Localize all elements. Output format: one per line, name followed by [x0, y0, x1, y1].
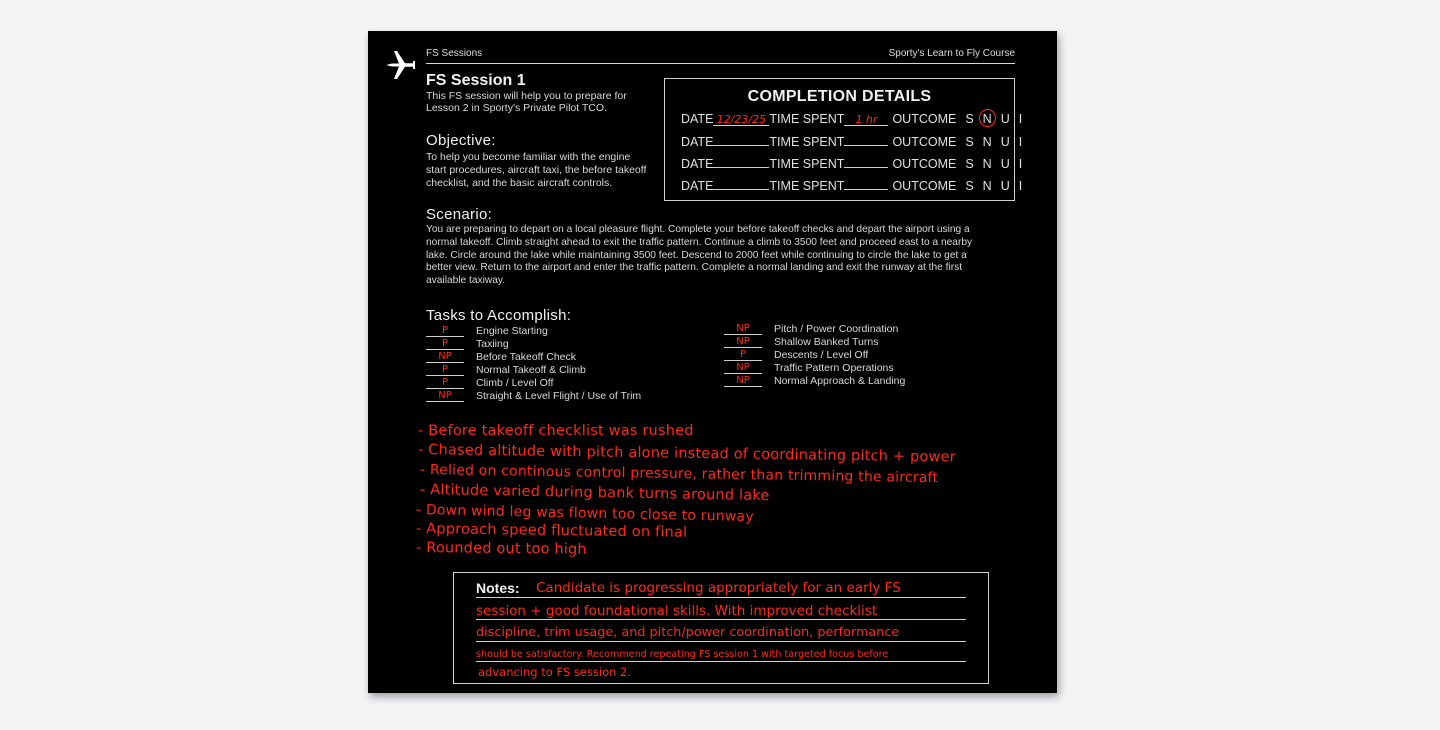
time-label: TIME SPENT: [769, 157, 845, 171]
task-item: [426, 325, 548, 337]
outcome-label: OUTCOME: [892, 112, 957, 126]
date-label: DATE: [681, 179, 714, 193]
completion-row: [681, 156, 1022, 171]
handwritten-comment: - Down wind leg was flown too close to runway: [415, 502, 754, 526]
task-label: Engine Starting: [476, 325, 548, 337]
time-label: TIME SPENT: [769, 179, 845, 193]
notes-line: Candidate is progressing appropriately for an early FS: [536, 580, 901, 596]
task-item: [724, 375, 905, 387]
notes-line: advancing to FS session 2.: [478, 665, 632, 679]
handwritten-comment: - Relied on continous control pressure, rather than trimming the aircraft: [419, 462, 939, 487]
handwritten-comment: - Approach speed fluctuated on final: [415, 521, 688, 541]
date-label: DATE: [681, 112, 714, 126]
handwritten-comment: - Rounded out too high: [415, 540, 587, 558]
task-mark[interactable]: NP: [724, 376, 762, 387]
notes-line: should be satisfactory. Recommend repeating FS session 1 with targeted focus before: [476, 649, 889, 660]
scenario-line: normal takeoff. Climb straight ahead to exit the traffic pattern. Continue a climb to 3500 feet and proceed east to a nearby: [426, 236, 973, 248]
task-mark[interactable]: P: [426, 365, 464, 376]
notes-line: session + good foundational skills. With improved checklist: [476, 603, 878, 619]
task-mark[interactable]: NP: [426, 352, 464, 363]
objective-line: start procedures, aircraft taxi, the before takeoff: [426, 163, 647, 176]
objective-line: checklist, and the basic aircraft controls.: [426, 176, 613, 189]
time-label: TIME SPENT: [769, 112, 845, 126]
task-label: Climb / Level Off: [476, 377, 554, 389]
completion-row: [681, 112, 1022, 126]
outcome-option-s[interactable]: S: [965, 157, 974, 171]
intro-line: Lesson 2 in Sporty's Private Pilot TCO.: [426, 102, 607, 114]
header-divider: [426, 63, 1015, 64]
notes-rule: [476, 661, 966, 662]
time-label: TIME SPENT: [769, 135, 845, 149]
scenario-line: lake. Circle around the lake while maintaining 3500 feet. Descend to 2000 feet while continuing to circle the lake to get a: [426, 249, 967, 261]
time-field[interactable]: [844, 156, 888, 168]
outcome-option-u[interactable]: U: [1000, 157, 1010, 171]
scenario-text: [426, 224, 972, 288]
task-label: Normal Takeoff & Climb: [476, 364, 586, 376]
outcome-option-n[interactable]: N: [982, 112, 992, 126]
task-label: Normal Approach & Landing: [774, 375, 906, 387]
completion-details-box: [664, 78, 1023, 201]
notes-rule: [476, 597, 966, 598]
date-label: DATE: [681, 135, 714, 149]
completion-row: [681, 134, 1022, 149]
task-mark[interactable]: P: [426, 339, 464, 350]
task-label: Pitch / Power Coordination: [774, 323, 899, 335]
task-mark[interactable]: NP: [724, 363, 762, 374]
outcome-option-s[interactable]: S: [965, 179, 974, 193]
outcome-label: OUTCOME: [892, 157, 957, 171]
task-item: [724, 362, 894, 374]
scenario-line: better view. Return to the airport and enter the traffic pattern. Complete a normal landing and exit the runway at the first: [426, 262, 963, 274]
date-field[interactable]: 12/23/25: [713, 114, 769, 126]
intro-line: This FS session will help you to prepare for: [426, 90, 627, 102]
task-item: [426, 338, 509, 350]
task-mark[interactable]: P: [426, 378, 464, 389]
handwritten-comment: - Altitude varied during bank turns around lake: [419, 482, 770, 505]
task-item: [724, 336, 878, 348]
objective-line: To help you become familiar with the engine: [426, 151, 631, 163]
completion-title: COMPLETION DETAILS: [747, 88, 932, 105]
scenario-line: You are preparing to depart on a local pleasure flight. Complete your before takeoff checks and depart the airport using a: [426, 224, 970, 235]
outcome-option-i[interactable]: I: [1018, 157, 1023, 171]
task-item: [724, 349, 868, 361]
airplane-icon: [382, 47, 418, 83]
time-field[interactable]: [844, 178, 888, 190]
outcome-option-n[interactable]: N: [982, 157, 992, 171]
notes-label: Notes:: [476, 580, 520, 596]
notes-rule: [476, 619, 966, 620]
notes-rule: [476, 641, 966, 642]
outcome-option-s[interactable]: S: [965, 112, 974, 126]
outcome-label: OUTCOME: [892, 179, 957, 193]
task-item: [426, 377, 553, 389]
task-item: [426, 390, 641, 402]
notes-line: discipline, trim usage, and pitch/power coordination, performance: [476, 625, 900, 640]
outcome-option-n[interactable]: N: [982, 179, 992, 193]
header-section: FS Sessions: [426, 48, 483, 59]
task-label: Straight & Level Flight / Use of Trim: [476, 390, 642, 402]
task-label: Descents / Level Off: [774, 349, 869, 361]
outcome-option-i[interactable]: I: [1018, 112, 1023, 126]
outcome-option-n[interactable]: N: [982, 135, 992, 149]
header-course: Sporty's Learn to Fly Course: [888, 48, 1015, 59]
task-mark[interactable]: P: [724, 350, 762, 361]
objective-heading: Objective:: [426, 132, 496, 149]
time-field[interactable]: 1 hr: [844, 114, 888, 126]
outcome-option-i[interactable]: I: [1018, 179, 1023, 193]
session-title: FS Session 1: [426, 72, 526, 89]
task-mark[interactable]: NP: [724, 337, 762, 348]
outcome-option-s[interactable]: S: [965, 135, 974, 149]
task-item: [724, 323, 898, 335]
handwritten-comment: - Chased altitude with pitch alone instead of coordinating pitch + power: [417, 442, 956, 466]
tasks-heading: Tasks to Accomplish:: [426, 307, 572, 324]
task-label: Taxiing: [476, 338, 509, 350]
notes-box: [453, 572, 989, 684]
date-field[interactable]: [713, 156, 769, 168]
task-mark[interactable]: NP: [724, 324, 762, 335]
session-intro: [426, 90, 666, 114]
scenario-heading: Scenario:: [426, 206, 493, 223]
handwritten-comment: - Before takeoff checklist was rushed: [418, 423, 694, 439]
task-label: Shallow Banked Turns: [774, 336, 879, 348]
date-field[interactable]: [713, 178, 769, 190]
scenario-line: available taxiway.: [426, 275, 506, 287]
date-field[interactable]: [713, 134, 769, 146]
task-item: [426, 351, 576, 363]
time-field[interactable]: [844, 134, 888, 146]
outcome-option-i[interactable]: I: [1018, 135, 1023, 149]
objective-text: [426, 151, 646, 189]
task-mark[interactable]: P: [426, 326, 464, 337]
outcome-label: OUTCOME: [892, 135, 957, 149]
date-label: DATE: [681, 157, 714, 171]
outcome-option-u[interactable]: U: [1000, 112, 1010, 126]
completion-row: [681, 178, 1022, 193]
outcome-option-u[interactable]: U: [1000, 179, 1010, 193]
task-label: Traffic Pattern Operations: [774, 362, 894, 374]
task-mark[interactable]: NP: [426, 391, 464, 402]
task-item: [426, 364, 586, 376]
outcome-option-u[interactable]: U: [1000, 135, 1010, 149]
task-label: Before Takeoff Check: [476, 351, 577, 363]
session-document: [368, 31, 1057, 693]
